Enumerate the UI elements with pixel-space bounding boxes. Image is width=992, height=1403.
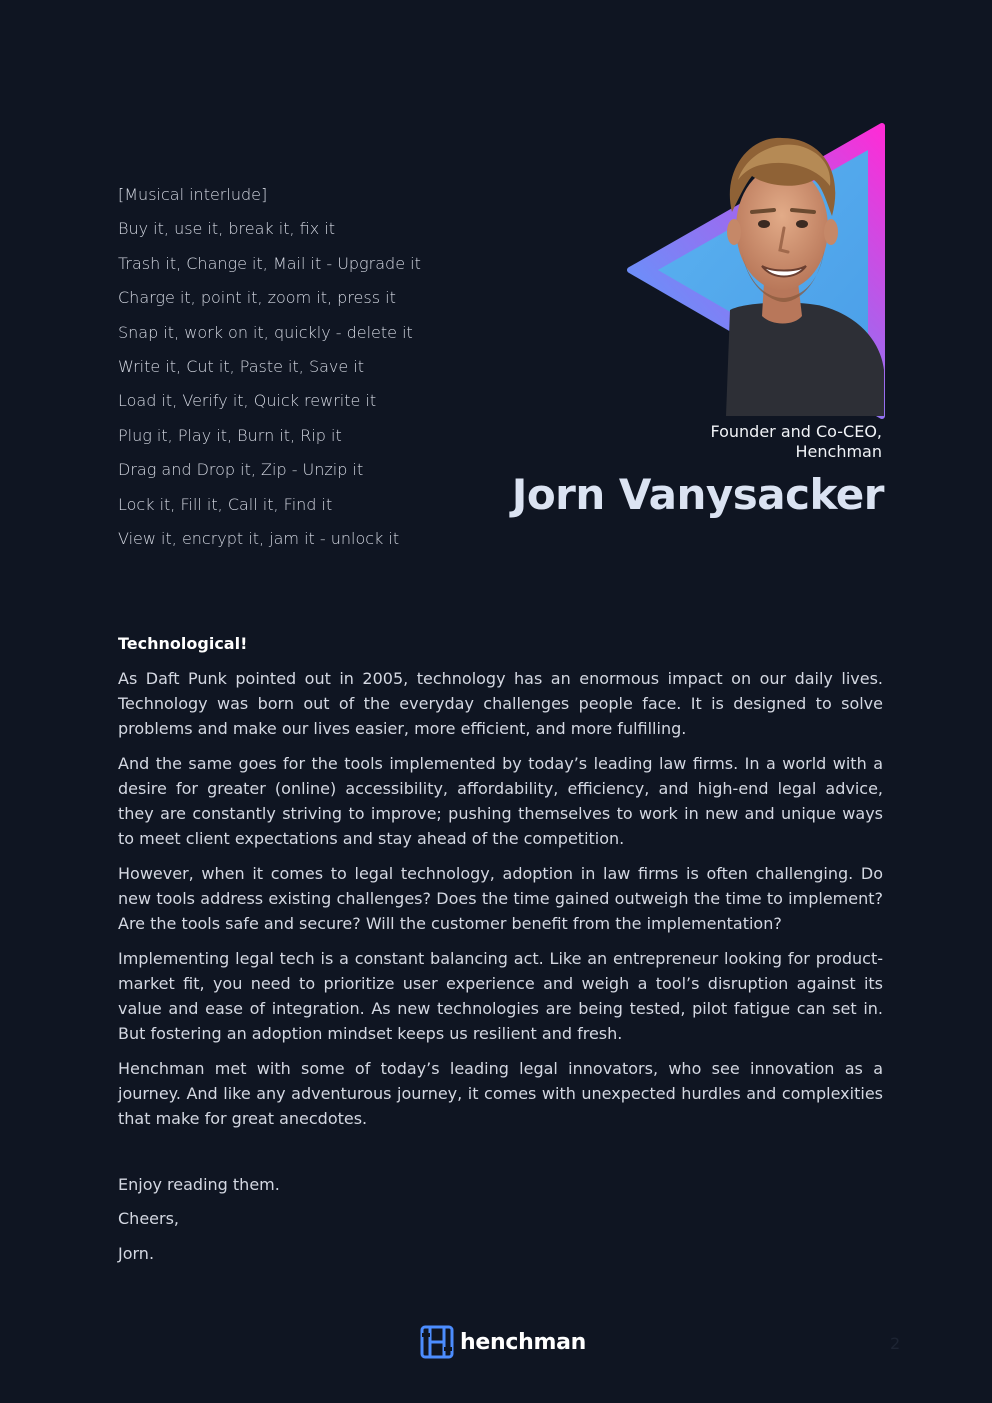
signoff-line: Enjoy reading them. xyxy=(118,1175,280,1194)
lyric-line: Trash it, Change it, Mail it - Upgrade it xyxy=(118,253,421,273)
article-paragraph: And the same goes for the tools implemented by today’s leading law firms. In a world with a desire for greater (online) accessibility, affordability, efficiency, and high-end legal advice, they are constantly striving to improve; pushing themselves to work in new and unique ways to meet client expectations and stay ahead of the competition. xyxy=(118,754,883,848)
article-body xyxy=(118,632,883,1141)
article-heading: Technological! xyxy=(118,634,248,653)
henchman-logo xyxy=(420,1325,586,1359)
lyric-line: View it, encrypt it, jam it - unlock it xyxy=(118,528,400,548)
article-paragraph: Implementing legal tech is a constant balancing act. Like an entrepreneur looking for product-market fit, you need to prioritize user experience and weigh a tool’s disruption against its value and ease of integration. As new technologies are being tested, pilot fatigue can set in. But fostering an adoption mindset keeps us resilient and fresh. xyxy=(118,949,883,1043)
lyric-line: Charge it, point it, zoom it, press it xyxy=(118,288,396,308)
signoff-line: Jorn. xyxy=(118,1243,155,1263)
lyric-line: Write it, Cut it, Paste it, Save it xyxy=(118,356,365,376)
article-paragraph: As Daft Punk pointed out in 2005, technology has an enormous impact on our daily lives. Technology was born out of the everyday challenges people face. It is designed to solve problems and make our lives easier, more efficient, and more fulfilling. xyxy=(118,669,883,738)
lyric-line: Drag and Drop it, Zip - Unzip it xyxy=(118,460,364,480)
signoff xyxy=(118,1173,280,1276)
author-role-title: Founder and Co-CEO, xyxy=(710,422,882,441)
signoff-line: Cheers, xyxy=(118,1209,179,1229)
lyrics-list xyxy=(118,185,538,563)
lyric-line: [Musical interlude] xyxy=(118,185,268,204)
author-role xyxy=(582,422,882,462)
author-portrait xyxy=(626,120,888,420)
lyric-line: Plug it, Play it, Burn it, Rip it xyxy=(118,425,342,445)
article-paragraph: Henchman met with some of today’s leading legal innovators, who see innovation as a journey. And like any adventurous journey, it comes with unexpected hurdles and complexities that make for great anecdotes. xyxy=(118,1059,883,1128)
author-name: Jorn Vanysacker xyxy=(511,470,884,519)
henchman-wordmark: henchman xyxy=(460,1329,586,1355)
lyric-line: Buy it, use it, break it, fix it xyxy=(118,219,335,239)
henchman-logo-icon xyxy=(420,1325,454,1359)
lyric-line: Lock it, Fill it, Call it, Find it xyxy=(118,494,333,514)
lyric-line: Snap it, work on it, quickly - delete it xyxy=(118,322,413,342)
article-paragraph: However, when it comes to legal technology, adoption in law firms is often challenging. Do new tools address existing challenges? Does the time gained outweigh the time to implement? Are the tools safe and secure? Will the customer benefit from the implementation? xyxy=(118,864,883,933)
page-number: 2 xyxy=(890,1334,901,1353)
lyric-line: Load it, Verify it, Quick rewrite it xyxy=(118,391,377,411)
author-company: Henchman xyxy=(795,442,882,461)
